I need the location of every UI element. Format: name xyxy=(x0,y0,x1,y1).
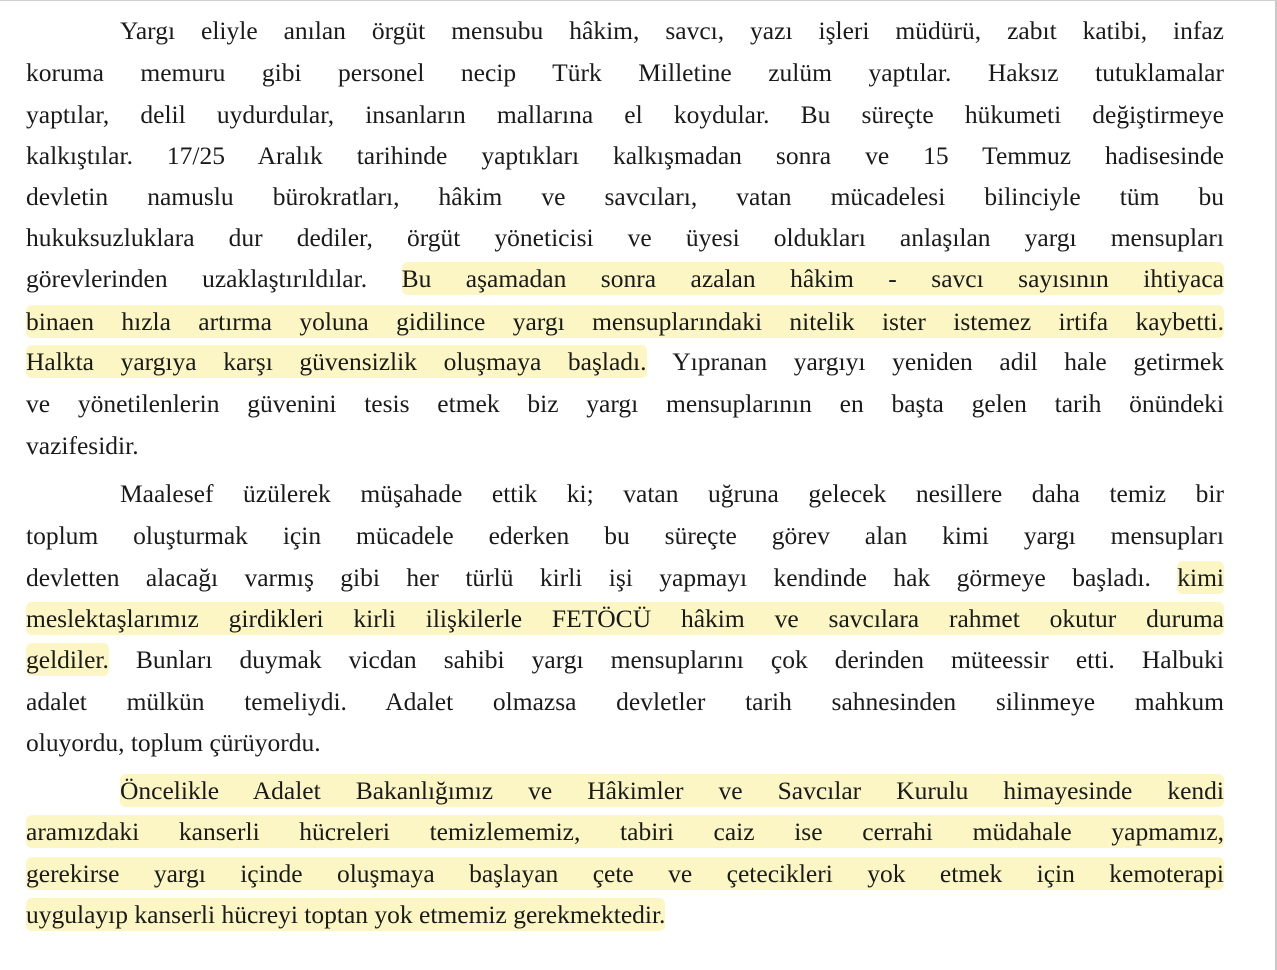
paragraph-1-line-9: Halkta yargıya karşı güvensizlik oluşmaya başladı. Yıpranan yargıyı yeniden adil hale getirmek xyxy=(26,347,1224,376)
highlighted-text: geldiler. xyxy=(26,645,109,674)
paragraph-3-line-3 xyxy=(26,855,1224,893)
paragraph-2-line-3: devletten alacağı varmış gibi her türlü kirli işi yapmayı kendinde hak görmeye başladı. kimi xyxy=(26,563,1224,592)
paragraph-1-line-1: Yargı eliyle anılan örgüt mensubu hâkim, savcı, yazı işleri müdürü, zabıt katibi, infaz xyxy=(120,16,1224,45)
highlighted-text: meslektaşlarımız girdikleri kirli ilişkilerle FETÖCÜ hâkim ve savcılara rahmet okutur duruma xyxy=(26,604,1224,633)
highlighted-text: Öncelikle Adalet Bakanlığımız ve Hâkimler ve Savcılar Kurulu himayesinde kendi xyxy=(120,776,1224,805)
paragraph-2-line-6: adalet mülkün temeliydi. Adalet olmazsa devletler tarih sahnesinden silinmeye mahkum xyxy=(26,687,1224,716)
highlighted-text: gerekirse yargı içinde oluşmaya başlayan çete ve çetecikleri yok etmek için kemoterapi xyxy=(26,859,1224,888)
paragraph-1-line-4: kalkıştılar. 17/25 Aralık tarihinde yaptıkları kalkışmadan sonra ve 15 Temmuz hadisesinde xyxy=(26,141,1224,170)
highlighted-text: kimi xyxy=(1177,563,1224,592)
paragraph-1-line-6: hukuksuzluklara dur dediler, örgüt yöneticisi ve üyesi oldukları anlaşılan yargı mensupları xyxy=(26,223,1224,252)
paragraph-2-line-7: oluyordu, toplum çürüyordu. xyxy=(26,728,321,757)
paragraph-1-line-10: ve yönetilenlerin güvenini tesis etmek biz yargı mensuplarının en başta gelen tarih önündeki xyxy=(26,389,1224,418)
paragraph-1-line-7: görevlerinden uzaklaştırıldılar. Bu aşamadan sonra azalan hâkim - savcı sayısının ihtiyaca xyxy=(26,264,1224,293)
paragraph-1-line-11: vazifesidir. xyxy=(26,431,139,460)
highlighted-text: uygulayıp kanserli hücreyi toptan yok etmemiz gerekmektedir. xyxy=(26,900,666,929)
paragraph-3-line-2 xyxy=(26,813,1224,851)
paragraph-3-line-1 xyxy=(120,772,1224,810)
paragraph-1-line-5: devletin namuslu bürokratları, hâkim ve savcıları, vatan mücadelesi bilinciyle tüm bu xyxy=(26,182,1224,211)
paragraph-1-line-3: yaptılar, delil uydurdular, insanların mallarına el koydular. Bu süreçte hükumeti değiştirmeye xyxy=(26,100,1224,129)
highlighted-text: Bu aşamadan sonra azalan hâkim - savcı sayısının ihtiyaca xyxy=(401,264,1224,293)
paragraph-2-line-2: toplum oluşturmak için mücadele ederken bu süreçte görev alan kimi yargı mensupları xyxy=(26,521,1224,550)
highlighted-text: aramızdaki kanserli hücreleri temizlememiz, tabiri caiz ise cerrahi müdahale yapmamız, xyxy=(26,817,1224,846)
paragraph-2-line-5: geldiler. Bunları duymak vicdan sahibi yargı mensuplarını çok derinden müteessir etti. Halbuki xyxy=(26,645,1224,674)
paragraph-1-line-2: koruma memuru gibi personel necip Türk Milletine zulüm yaptılar. Haksız tutuklamalar xyxy=(26,58,1224,87)
highlighted-text: Halkta yargıya karşı güvensizlik oluşmaya başladı. xyxy=(26,347,647,376)
paragraph-3-line-4 xyxy=(26,896,1224,934)
paragraph-1-line-8 xyxy=(26,303,1224,341)
paragraph-2-line-4 xyxy=(26,600,1224,638)
highlighted-text: binaen hızla artırma yoluna gidilince yargı mensuplarındaki nitelik ister istemez irtifa kaybetti. xyxy=(26,307,1224,336)
paragraph-2-line-1: Maalesef üzülerek müşahade ettik ki; vatan uğruna gelecek nesillere daha temiz bir xyxy=(120,479,1224,508)
